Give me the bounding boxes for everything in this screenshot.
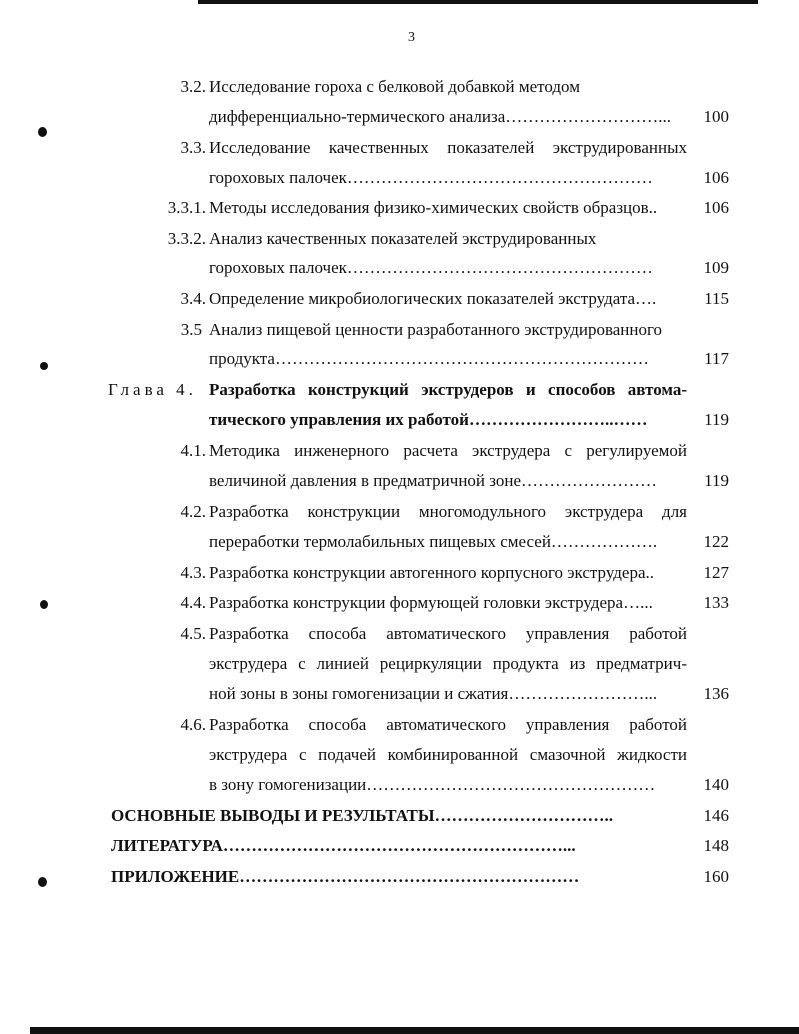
toc-entry-title: Разработка конструкции формующей головки экструдера…... (209, 593, 653, 612)
toc-entry-page: 140 (703, 775, 729, 794)
toc-entry-page: 133 (703, 593, 729, 612)
toc-section-literature: ЛИТЕРАТУРА……………………………………………………... (111, 836, 576, 855)
toc-entry-page: 119 (704, 410, 729, 429)
toc-entry-title: Методика инженерного расчета экструдера с регулируемой (209, 441, 687, 460)
binder-hole-mark (40, 600, 48, 609)
toc-entry-title: Разработка конструкции многомодульного экструдера для (209, 502, 687, 521)
toc-entry-number: 4.6. (180, 715, 206, 734)
binder-hole-mark (38, 877, 47, 887)
toc-entry-title: экструдера с линией рециркуляции продукта из предматрич- (209, 654, 687, 673)
toc-entry-title: продукта………………………………………………………… (209, 349, 649, 368)
toc-entry-title: величиной давления в предматричной зоне…………………… (209, 471, 658, 490)
toc-entry-page: 136 (703, 684, 729, 703)
toc-entry-page: 109 (703, 258, 729, 277)
toc-entry-number: 4.5. (180, 624, 206, 643)
toc-entry-number: 3.3. (180, 138, 206, 157)
toc-entry-title: ной зоны в зоны гомогенизации и сжатия……………………... (209, 684, 658, 703)
toc-entry-number: 3.5 (180, 320, 202, 339)
chapter-title: Разработка конструкций экструдеров и способов автома- (209, 380, 687, 399)
toc-entry-title: Исследование качественных показателей экструдированных (209, 138, 687, 157)
toc-entry-page: 122 (703, 532, 729, 551)
binder-hole-mark (40, 362, 48, 370)
toc-entry-title: Разработка способа автоматического управления работой (209, 715, 687, 734)
toc-entry-title: экструдера с подачей комбинированной смазочной жидкости (209, 745, 687, 764)
toc-entry-page: 127 (703, 563, 729, 582)
top-scan-border (198, 0, 758, 4)
toc-section-appendix: ПРИЛОЖЕНИЕ…………………………………………………… (111, 867, 580, 886)
toc-entry-title: переработки термолабильных пищевых смесей………………. (209, 532, 658, 551)
toc-entry-number: 4.4. (180, 593, 206, 612)
chapter-title: тического управления их работой……………………..…… (209, 410, 648, 429)
toc-entry-page: 100 (703, 107, 729, 126)
binder-hole-mark (38, 127, 47, 137)
toc-entry-number: 3.2. (180, 77, 206, 96)
toc-entry-page: 115 (704, 289, 729, 308)
toc-entry-title: гороховых палочек……………………………………………… (209, 168, 653, 187)
toc-entry-title: Анализ качественных показателей экструдированных (209, 229, 597, 248)
toc-entry-title: Разработка конструкции автогенного корпусного экструдера.. (209, 563, 655, 582)
toc-entry-title: Методы исследования физико-химических свойств образцов.. (209, 198, 658, 217)
toc-entry-number: 4.1. (180, 441, 206, 460)
toc-entry-page: 148 (703, 836, 729, 855)
toc-entry-page: 106 (703, 168, 729, 187)
toc-entry-title: Анализ пищевой ценности разработанного экструдированного (209, 320, 663, 339)
toc-entry-number: 3.3.1. (167, 198, 206, 217)
toc-section-conclusions: ОСНОВНЫЕ ВЫВОДЫ И РЕЗУЛЬТАТЫ………………………….. (111, 806, 614, 825)
toc-entry-title: Исследование гороха с белковой добавкой методом (209, 77, 580, 96)
toc-entry-title: Разработка способа автоматического управления работой (209, 624, 687, 643)
toc-entry-title: Определение микробиологических показателей экструдата…. (209, 289, 657, 308)
toc-entry-number: 4.3. (180, 563, 206, 582)
toc-entry-number: 3.3.2. (167, 229, 206, 248)
toc-entry-number: 4.2. (180, 502, 206, 521)
toc-entry-page: 119 (704, 471, 729, 490)
toc-entry-title: дифференциально-термического анализа………………………... (209, 107, 672, 126)
toc-entry-page: 146 (703, 806, 729, 825)
bottom-scan-border (30, 1027, 799, 1034)
toc-entry-title: в зону гомогенизации…………………………………………… (209, 775, 656, 794)
chapter-label: Глава 4. (108, 380, 197, 399)
page-number: 3 (408, 30, 415, 45)
toc-entry-page: 106 (703, 198, 729, 217)
toc-entry-page: 117 (704, 349, 729, 368)
toc-entry-page: 160 (703, 867, 729, 886)
toc-entry-number: 3.4. (180, 289, 206, 308)
toc-entry-title: гороховых палочек……………………………………………… (209, 258, 653, 277)
